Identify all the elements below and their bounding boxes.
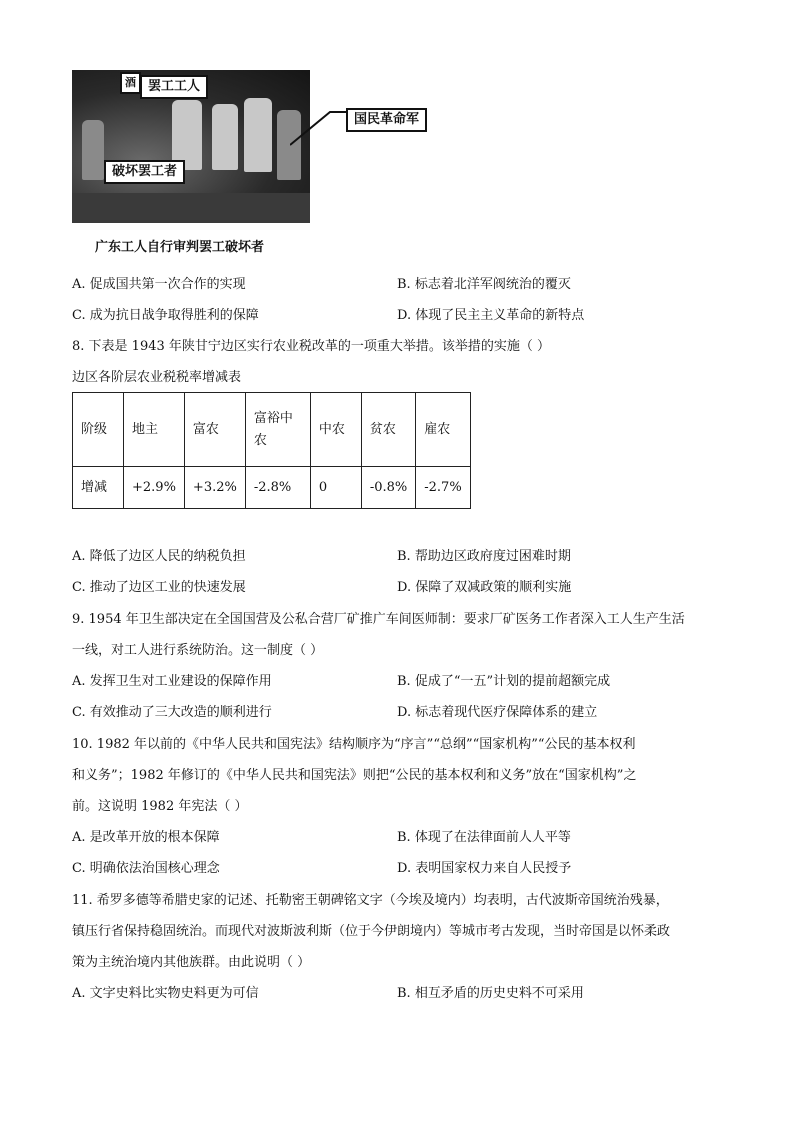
q8-stem: 8. 下表是 1943 年陕甘宁边区实行农业税改革的一项重大举措。该举措的实施（ ） bbox=[72, 339, 551, 354]
table-cell: -2.7% bbox=[416, 467, 470, 509]
table-cell: 0 bbox=[310, 467, 361, 509]
table-header-cell: 阶级 bbox=[73, 393, 124, 467]
q8-option-d: D. 保障了双减政策的顺利实施 bbox=[397, 580, 572, 595]
table-header-cell-line: 富裕中 bbox=[253, 410, 293, 426]
q11-option-b: B. 相互矛盾的历史史料不可采用 bbox=[397, 986, 584, 1001]
q10-stem-line-3: 前。这说明 1982 年宪法（ ） bbox=[72, 799, 248, 814]
table-header-cell: 贫农 bbox=[361, 393, 415, 467]
q10-stem-line-1: 10. 1982 年以前的《中华人民共和国宪法》结构顺序为“序言”“总纲”“国家机构”“公民的基本权利 bbox=[72, 737, 636, 752]
table-cell: +3.2% bbox=[184, 467, 245, 509]
table-header-cell-line: 农 bbox=[253, 432, 267, 448]
q9-option-a: A. 发挥卫生对工业建设的保障作用 bbox=[72, 674, 272, 689]
photo-figure bbox=[212, 104, 238, 170]
q7-option-d: D. 体现了民主主义革命的新特点 bbox=[397, 308, 585, 323]
label-strike-breakers: 破坏罢工者 bbox=[104, 160, 185, 184]
historical-photo bbox=[72, 70, 310, 223]
figure-caption: 广东工人自行审判罢工破坏者 bbox=[95, 240, 265, 255]
q9-stem-line-2: 一线，对工人进行系统防治。这一制度（ ） bbox=[72, 643, 324, 658]
label-strikers: 罢工工人 bbox=[140, 75, 208, 99]
q9-option-d: D. 标志着现代医疗保障体系的建立 bbox=[397, 705, 598, 720]
table-header-cell: 雇农 bbox=[416, 393, 470, 467]
q11-option-a: A. 文字史料比实物史料更为可信 bbox=[72, 986, 259, 1001]
q7-option-c: C. 成为抗日战争取得胜利的保障 bbox=[72, 308, 259, 323]
label-national-revolutionary-army: 国民革命军 bbox=[346, 108, 427, 132]
q8-option-a: A. 降低了边区人民的纳税负担 bbox=[72, 549, 246, 564]
q10-option-c: C. 明确依法治国核心理念 bbox=[72, 861, 220, 876]
q8-table-title: 边区各阶层农业税税率增减表 bbox=[72, 370, 242, 385]
q7-option-a: A. 促成国共第一次合作的实现 bbox=[72, 277, 246, 292]
q11-stem-line-2: 镇压行省保持稳固统治。而现代对波斯波利斯（位于今伊朗境内）等城市考古发现，当时帝国是以怀柔政 bbox=[72, 924, 671, 939]
table-header-cell: 中农 bbox=[310, 393, 361, 467]
tax-rate-table bbox=[72, 392, 471, 509]
table-cell: -2.8% bbox=[245, 467, 310, 509]
table-row bbox=[73, 467, 471, 509]
q10-stem-line-2: 和义务”；1982 年修订的《中华人民共和国宪法》则把“公民的基本权利和义务”放在“国家机构”之 bbox=[72, 768, 637, 783]
q9-option-c: C. 有效推动了三大改造的顺利进行 bbox=[72, 705, 272, 720]
table-cell: -0.8% bbox=[361, 467, 415, 509]
photo-figure bbox=[82, 120, 104, 180]
q11-stem-line-3: 策为主统治境内其他族群。由此说明（ ） bbox=[72, 955, 311, 970]
q8-option-b: B. 帮助边区政府度过困难时期 bbox=[397, 549, 571, 564]
q10-option-a: A. 是改革开放的根本保障 bbox=[72, 830, 220, 845]
table-cell: 增减 bbox=[73, 467, 124, 509]
q7-option-b: B. 标志着北洋军阀统治的覆灭 bbox=[397, 277, 571, 292]
q10-option-b: B. 体现了在法律面前人人平等 bbox=[397, 830, 571, 845]
callout-pointer bbox=[290, 100, 350, 150]
table-header-cell: 富农 bbox=[184, 393, 245, 467]
q8-option-c: C. 推动了边区工业的快速发展 bbox=[72, 580, 246, 595]
q9-stem-line-1: 9. 1954 年卫生部决定在全国国营及公私合营厂矿推广车间医师制：要求厂矿医务工作者深入工人生产生活 bbox=[72, 612, 685, 627]
q11-stem-line-1: 11. 希罗多德等希腊史家的记述、托勒密王朝碑铭文字（今埃及境内）均表明，古代波斯帝国统治残暴， bbox=[72, 893, 669, 908]
photo-sign: 酒 bbox=[120, 72, 141, 94]
photo-ground bbox=[72, 193, 310, 223]
table-header-cell: 地主 bbox=[124, 393, 185, 467]
table-header-row bbox=[73, 393, 471, 467]
q10-option-d: D. 表明国家权力来自人民授予 bbox=[397, 861, 572, 876]
table-cell: +2.9% bbox=[124, 467, 185, 509]
photo-figure bbox=[244, 98, 272, 172]
q9-option-b: B. 促成了“一五”计划的提前超额完成 bbox=[397, 674, 611, 689]
table-header-cell bbox=[245, 393, 310, 467]
